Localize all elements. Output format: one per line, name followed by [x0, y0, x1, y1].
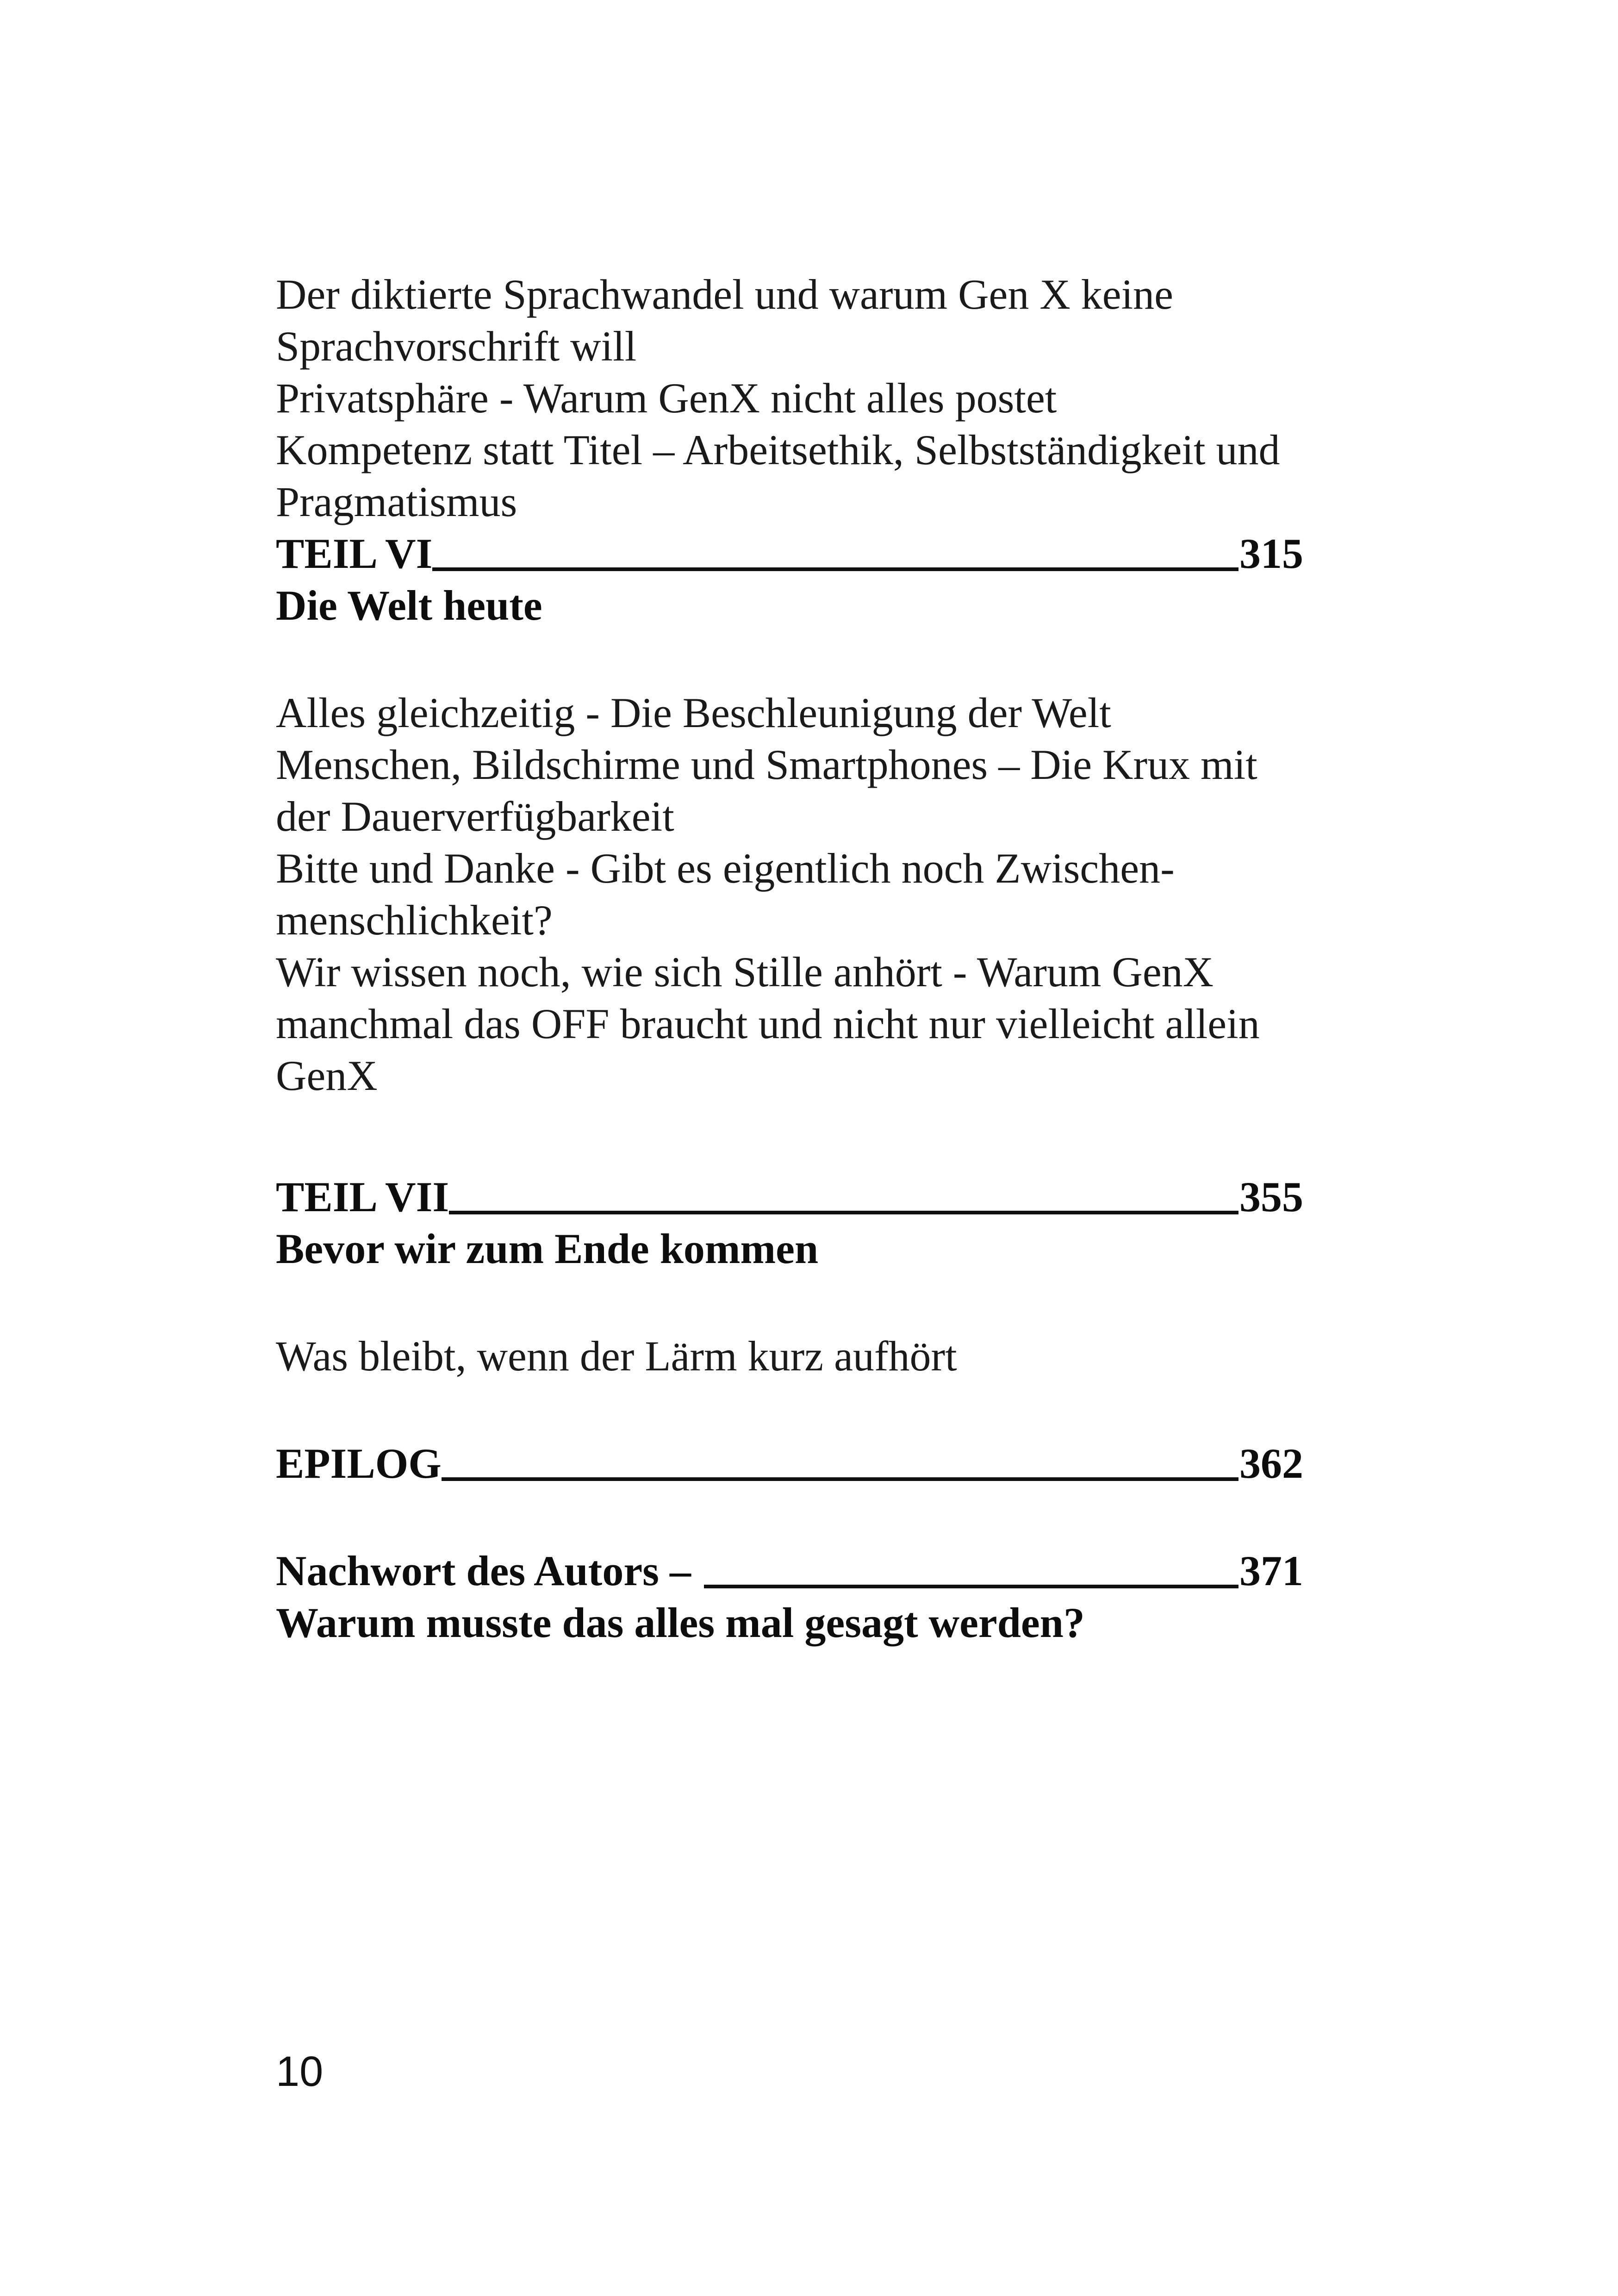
toc-entry-line: Privatsphäre - Warum GenX nicht alles postet — [276, 374, 1057, 422]
epilog-label: EPILOG — [276, 1440, 442, 1487]
toc-part-heading — [276, 528, 1303, 579]
toc-entry-group — [276, 1330, 1340, 1382]
leader-line — [704, 1585, 1238, 1588]
afterword-subtitle: Warum musste das alles mal gesagt werden? — [276, 1599, 1085, 1646]
table-of-contents — [276, 268, 1340, 1649]
toc-entry-line: Wir wissen noch, wie sich Stille anhört - Warum GenX — [276, 948, 1214, 996]
toc-entry-line: der Dauerverfügbarkeit — [276, 793, 674, 840]
toc-entry-line: manchmal das OFF braucht und nicht nur vielleicht allein — [276, 1000, 1260, 1047]
toc-entry-line: Was bleibt, wenn der Lärm kurz aufhört — [276, 1332, 957, 1380]
toc-afterword-heading — [276, 1545, 1303, 1597]
part-label: TEIL VII — [276, 1173, 449, 1220]
toc-epilog-heading — [276, 1437, 1303, 1489]
toc-entry-line: Bitte und Danke - Gibt es eigentlich noch Zwischen- — [276, 845, 1175, 892]
part-label: TEIL VI — [276, 530, 433, 577]
part-subtitle: Bevor wir zum Ende kommen — [276, 1225, 819, 1272]
toc-entry-group — [276, 687, 1340, 1101]
afterword-label: Nachwort des Autors – — [276, 1547, 691, 1594]
leader-line — [449, 1211, 1238, 1214]
afterword-page-number: 371 — [1239, 1547, 1303, 1594]
toc-entry-line: Der diktierte Sprachwandel und warum Gen X keine — [276, 271, 1174, 318]
toc-entry-line: GenX — [276, 1052, 378, 1099]
page-number: 10 — [276, 2048, 324, 2095]
toc-entry-line: Alles gleichzeitig - Die Beschleunigung der Welt — [276, 689, 1111, 736]
toc-entry-group — [276, 268, 1340, 528]
toc-entry-line: menschlichkeit? — [276, 896, 553, 944]
toc-entry-line: Kompetenz statt Titel – Arbeitsethik, Selbstständigkeit und — [276, 426, 1280, 473]
leader-line — [442, 1477, 1238, 1481]
leader-line — [432, 567, 1238, 571]
toc-entry-line: Sprachvorschrift will — [276, 323, 637, 370]
part-page-number: 355 — [1239, 1173, 1303, 1220]
toc-part-heading — [276, 1171, 1303, 1223]
epilog-page-number: 362 — [1239, 1440, 1303, 1487]
toc-entry-line: Pragmatismus — [276, 478, 517, 525]
part-subtitle: Die Welt heute — [276, 582, 542, 629]
part-page-number: 315 — [1239, 530, 1303, 577]
toc-entry-line: Menschen, Bildschirme und Smartphones – Die Krux mit — [276, 741, 1257, 788]
